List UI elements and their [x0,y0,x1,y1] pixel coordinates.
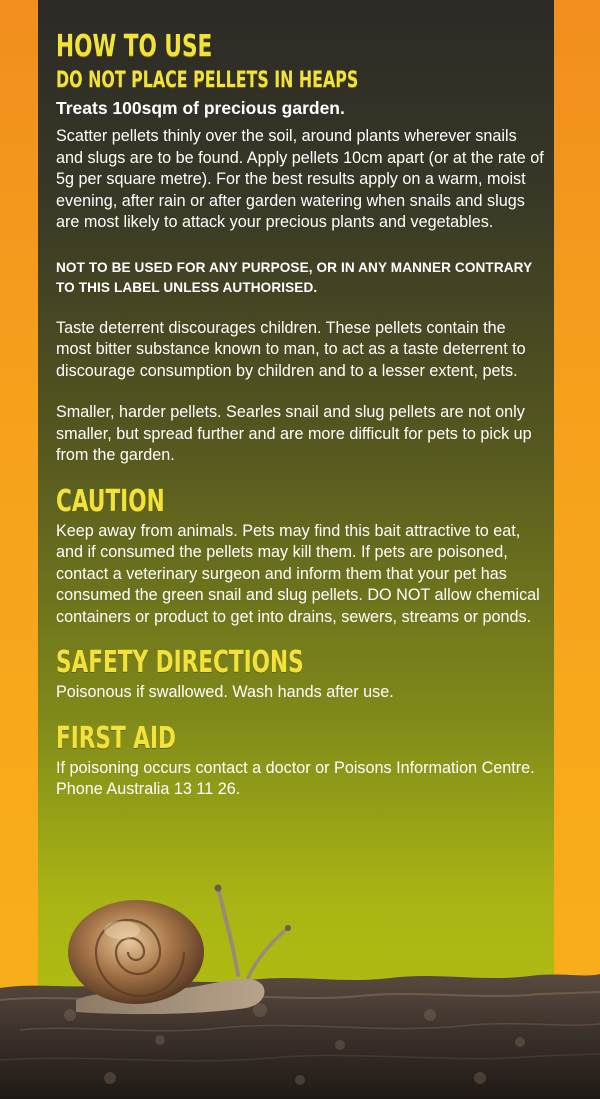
right-orange-border [554,0,600,1099]
first-aid-heading: FIRST AID [56,720,176,756]
caution-heading: CAUTION [56,483,165,519]
label-content [56,30,544,801]
no-heaps-heading: DO NOT PLACE PELLETS IN HEAPS [56,68,359,93]
coverage-text: Treats 100sqm of precious garden. [56,98,345,118]
how-to-use-heading: HOW TO USE [56,29,213,64]
safety-directions-heading: SAFETY DIRECTIONS [56,645,304,680]
snail-icon [56,880,326,1030]
left-orange-border [0,0,38,1099]
application-paragraph: Scatter pellets thinly over the soil, around plants wherever snails and slugs are to be found. Apply pellets 10cm apart (or at the rate of 5g per square metre). For the best results apply on a warm, moist evening, after rain or after garden watering when snails and slugs are most likely to attack your precious plants and vegetables. [56,127,544,231]
safety-directions-body: Poisonous if swallowed. Wash hands after use. [56,683,394,701]
first-aid-body: If poisoning occurs contact a doctor or Poisons Information Centre. Phone Australia 13 11 26. [56,758,535,798]
taste-deterrent-paragraph: Taste deterrent discourages children. These pellets contain the most bitter substance known to man, to act as a taste deterrent to discourage consumption by children and to a lesser extent, pets. [56,318,526,380]
caution-body: Keep away from animals. Pets may find this bait attractive to eat, and if consumed the pellets may kill them. If pets are poisoned, contact a veterinary surgeon and inform them that your pet has consumed the green snail and slug pellets. DO NOT allow chemical containers or product to get into drains, sewers, streams or ponds. [56,521,540,626]
legal-warning: NOT TO BE USED FOR ANY PURPOSE, OR IN ANY MANNER CONTRARY TO THIS LABEL UNLESS AUTHORISED. [56,259,532,295]
pellets-paragraph: Smaller, harder pellets. Searles snail and slug pellets are not only smaller, but spread further and are more difficult for pets to pick up from the garden. [56,403,532,464]
